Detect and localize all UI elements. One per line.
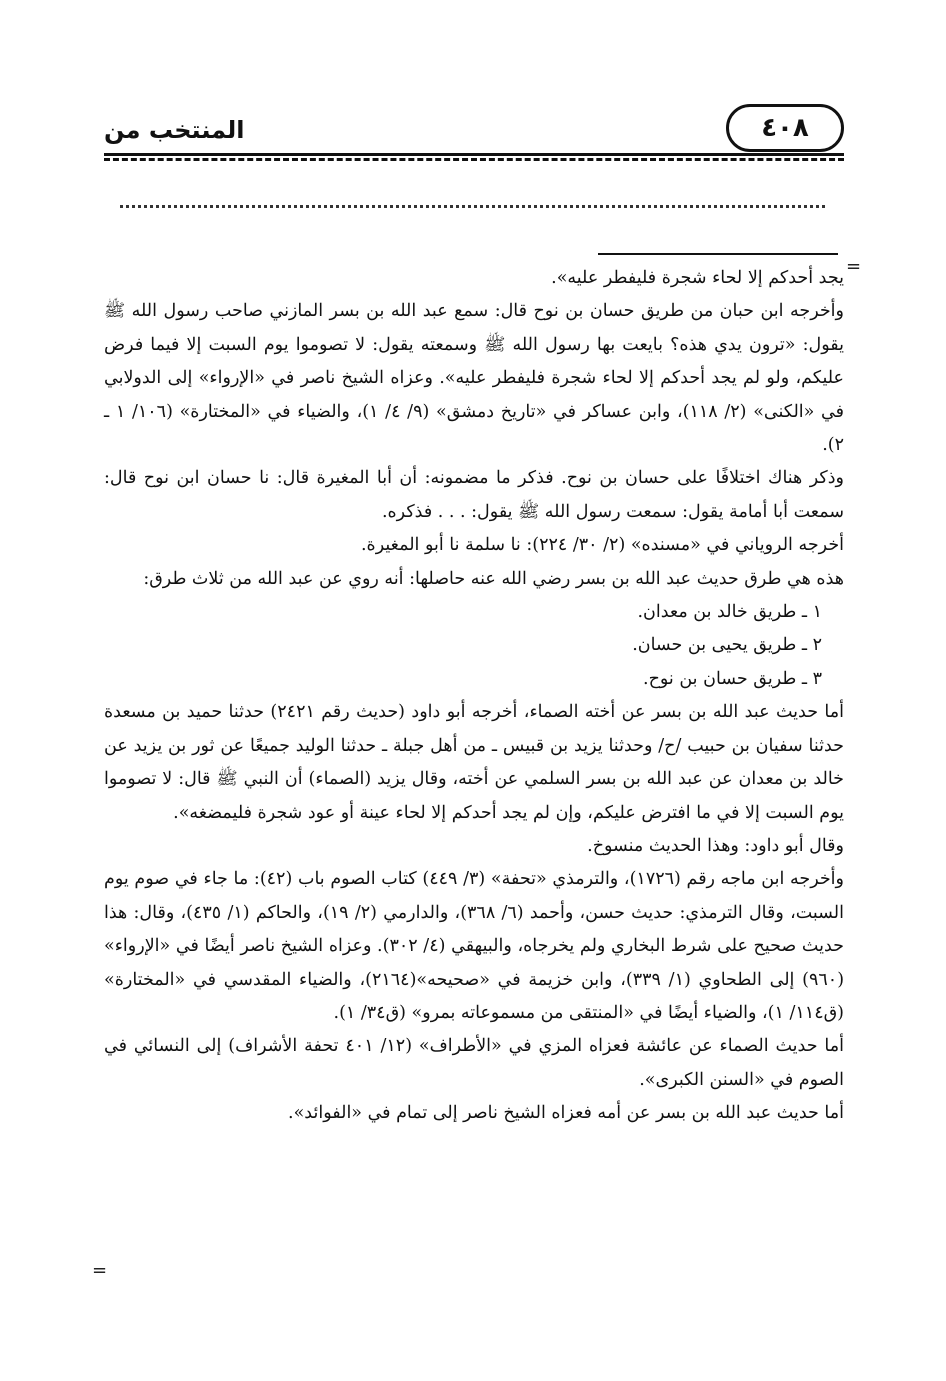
paragraph: أما حديث عبد الله بن بسر عن أخته الصماء، أخرجه أبو داود (حديث رقم ٢٤٢١) حدثنا حميد بن مسعدة حدثنا سفيان بن حبيب /ح/ وحدثنا يزيد بن قبيس ـ من أهل جبلة ـ حدثنا الوليد جميعًا عن ثور بن يزيد عن خالد بن معدان عن عبد الله بن بسر السلمي عن أخته، وقال يزيد (الصماء) أن النبي ﷺ قال: لا تصوموا يوم السبت إلا في ما افترض عليكم، وإن لم يجد أحدكم إلا لحاء عينة أو عود شجرة فليمضغه». [104,702,844,823]
paragraph: أخرجه الروياني في «مسنده» (٢/ ٣٠/ ٢٢٤): نا سلمة نا أبو المغيرة. [360,535,844,556]
footnote-rule [598,253,838,255]
paragraph: أما حديث عبد الله بن بسر عن أمه فعزاه الشيخ ناصر إلى تمام في «الفوائد». [288,1103,844,1124]
header-rule-dashed [104,158,844,161]
book-title: المنتخب من [104,116,245,144]
page-number-badge [726,104,844,152]
margin-mark-bottom: = [92,1260,108,1281]
paragraph: أما حديث الصماء عن عائشة فعزاه المزي في «الأطراف» (١٢/ ٤٠١ تحفة الأشراف) إلى النسائي في الصوم في «السنن الكبرى». [104,1036,844,1090]
paragraph: وأخرجه ابن حبان من طريق حسان بن نوح قال: سمع عبد الله بن بسر المازني صاحب رسول الله ﷺ يقول: «ترون يدي هذه؟ بايعت بها رسول الله ﷺ وسمعته يقول: لا تصوموا يوم السبت إلا فيما فرض عليكم، ولو لم يجد أحدكم إلا لحاء شجرة فليفطر عليه». وعزاه الشيخ ناصر في «الإرواء» إلى الدولابي في «الكنى» (٢/ ١١٨)، وابن عساكر في «تاريخ دمشق» (٩/ ٤/ ١)، والضياء في «المختارة» (١٠٦/ ١ ـ ٢). [104,301,844,456]
paragraph: يجد أحدكم إلا لحاء شجرة فليفطر عليه». [551,268,844,288]
page-number: ٤٠٨ [761,113,809,143]
list-item: ٢ ـ طريق يحيى بن حسان. [632,635,822,656]
paragraph: وأخرجه ابن ماجه رقم (١٧٢٦)، والترمذي «تحفة» (٣/ ٤٤٩) كتاب الصوم باب (٤٢): ما جاء في صوم يوم السبت، وقال الترمذي: حديث حسن، وأحمد (٦/ ٣٦٨)، والدارمي (٢/ ١٩)، والحاكم (١/ ٤٣٥)، وقال: هذا حديث صحيح على شرط البخاري ولم يخرجاه، والبيهقي (٤/ ٣٠٢). وعزاه الشيخ ناصر أيضًا في «الإرواء» (٩٦٠) إلى الطحاوي (١/ ٣٣٩)، وابن خزيمة في «صحيحه»(٢١٦٤)، والضياء المقدسي في «المختارة» (ق١١٤/ ١)، والضياء أيضًا في «المنتقى من مسموعاته بمرو» (ق٣٤/ ١). [104,869,845,1023]
paragraph: هذه هي طرق حديث عبد الله بن بسر رضي الله عنه حاصلها: أنه روي عن عبد الله من ثلاث طرق: [143,568,844,589]
page-header [104,100,844,160]
list-item: ٣ ـ طريق حسان بن نوح. [643,668,822,689]
paragraph: وقال أبو داود: وهذا الحديث منسوخ. [587,835,844,856]
list-item: ١ ـ طريق خالد بن معدان. [637,602,822,623]
header-rule [104,153,844,156]
page-body [104,262,844,1131]
paragraph: وذكر هناك اختلافًا على حسان بن نوح. فذكر ما مضمونه: أن أبا المغيرة قال: نا حسان ابن نوح قال: سمعت أبا أمامة يقول: سمعت رسول الله ﷺ يقول: . . . فذكره. [104,468,844,522]
margin-mark-top: = [846,256,862,277]
dotted-separator [120,205,825,208]
